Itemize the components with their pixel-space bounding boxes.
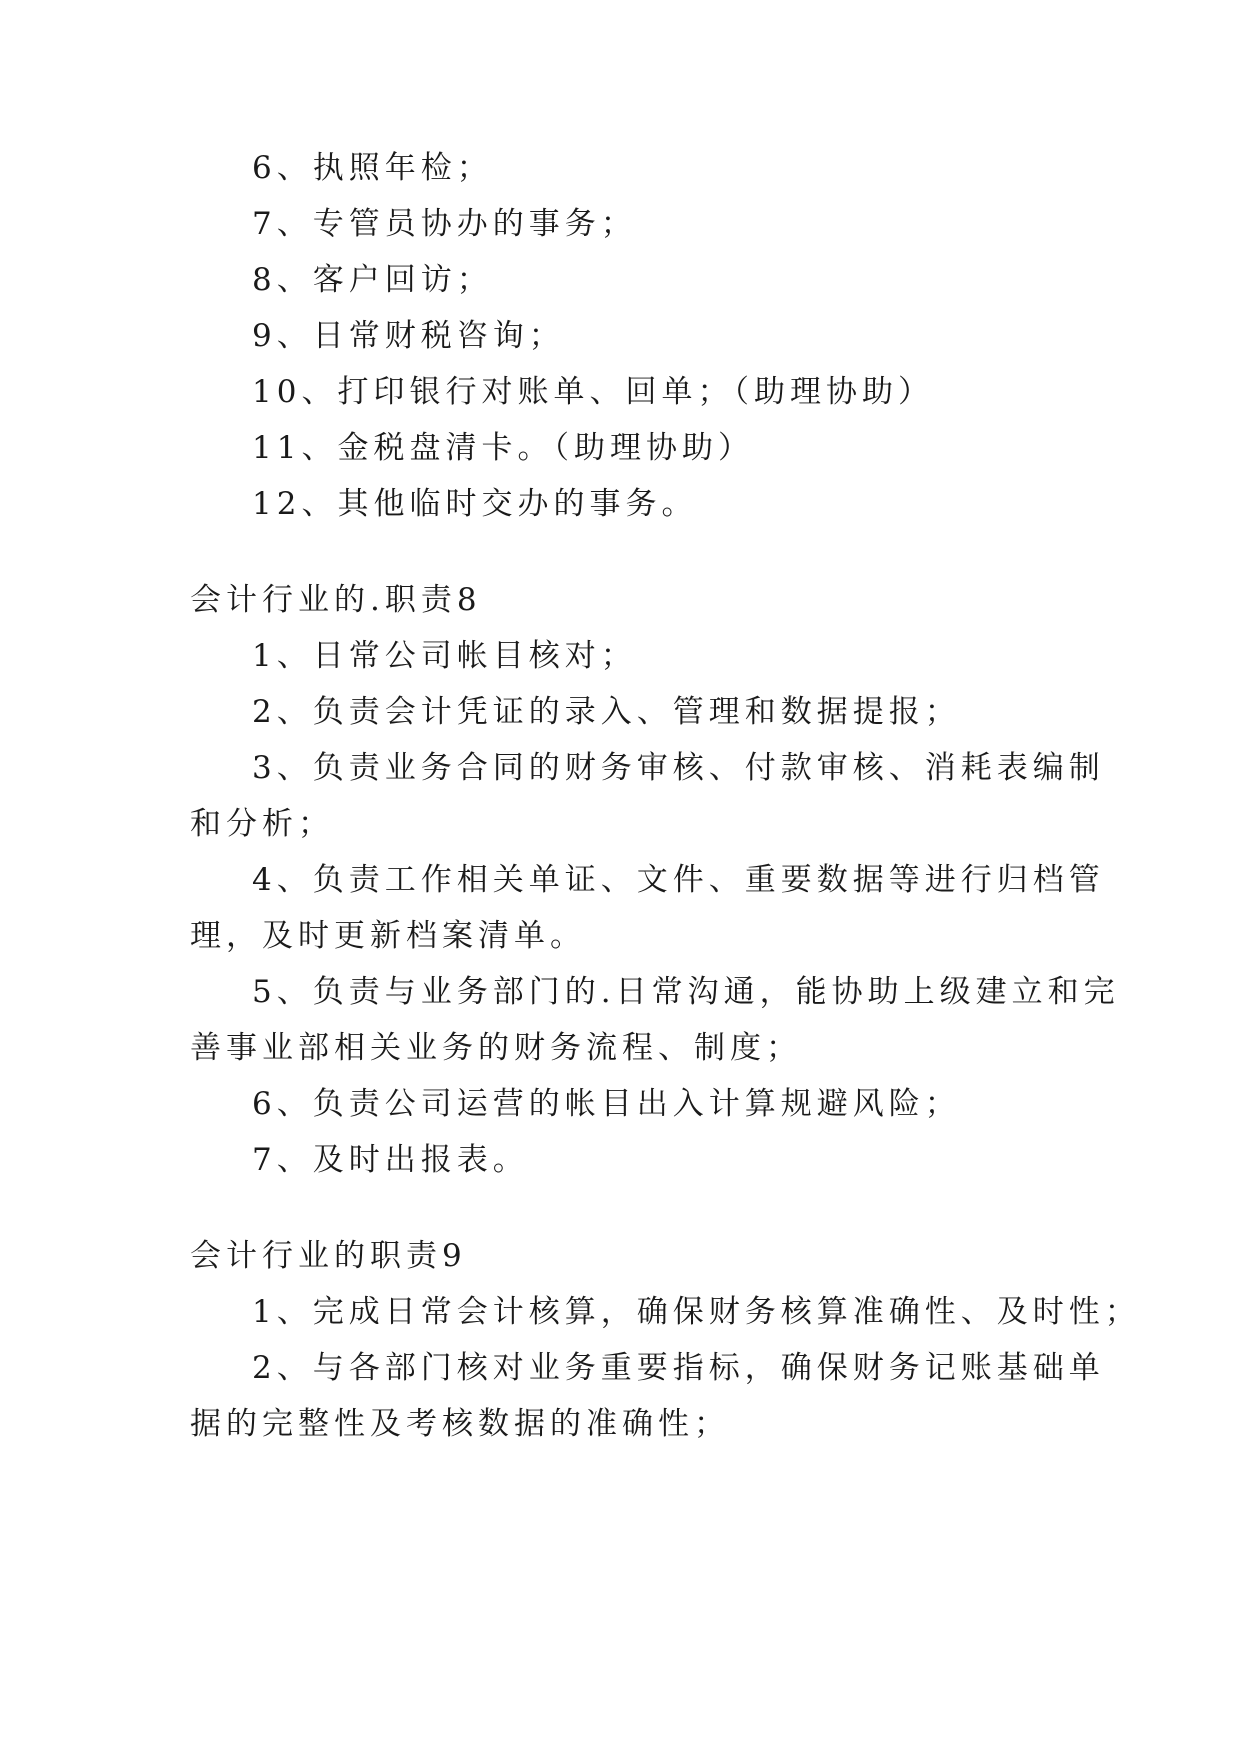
list-item: 9、日常财税咨询； bbox=[252, 318, 565, 354]
list-item: 4、负责工作相关单证、文件、重要数据等进行归档管 bbox=[252, 862, 1105, 898]
list-item: 7、专管员协办的事务； bbox=[252, 206, 637, 242]
list-item: 7、及时出报表。 bbox=[252, 1142, 529, 1178]
section-heading: 会计行业的职责9 bbox=[190, 1238, 467, 1274]
list-item: 1、日常公司帐目核对； bbox=[252, 638, 637, 674]
section-heading: 会计行业的.职责8 bbox=[190, 582, 482, 618]
list-item-continuation: 善事业部相关业务的财务流程、制度； bbox=[190, 1030, 802, 1066]
list-item: 6、负责公司运营的帐目出入计算规避风险； bbox=[252, 1086, 961, 1122]
list-item: 5、负责与业务部门的.日常沟通，能协助上级建立和完 bbox=[252, 974, 1120, 1010]
list-item-continuation: 据的完整性及考核数据的准确性； bbox=[190, 1406, 730, 1442]
list-item: 11、金税盘清卡。（助理协助） bbox=[252, 430, 754, 466]
list-item: 3、负责业务合同的财务审核、付款审核、消耗表编制 bbox=[252, 750, 1105, 786]
list-item: 2、负责会计凭证的录入、管理和数据提报； bbox=[252, 694, 961, 730]
list-item-continuation: 和分析； bbox=[190, 806, 334, 842]
list-item: 6、执照年检； bbox=[252, 150, 493, 186]
list-item: 10、打印银行对账单、回单；（助理协助） bbox=[252, 374, 934, 410]
list-item-continuation: 理，及时更新档案清单。 bbox=[190, 918, 586, 954]
list-item: 8、客户回访； bbox=[252, 262, 493, 298]
list-item: 2、与各部门核对业务重要指标，确保财务记账基础单 bbox=[252, 1350, 1105, 1386]
list-item: 12、其他临时交办的事务。 bbox=[252, 486, 698, 522]
list-item: 1、完成日常会计核算，确保财务核算准确性、及时性； bbox=[252, 1294, 1141, 1330]
